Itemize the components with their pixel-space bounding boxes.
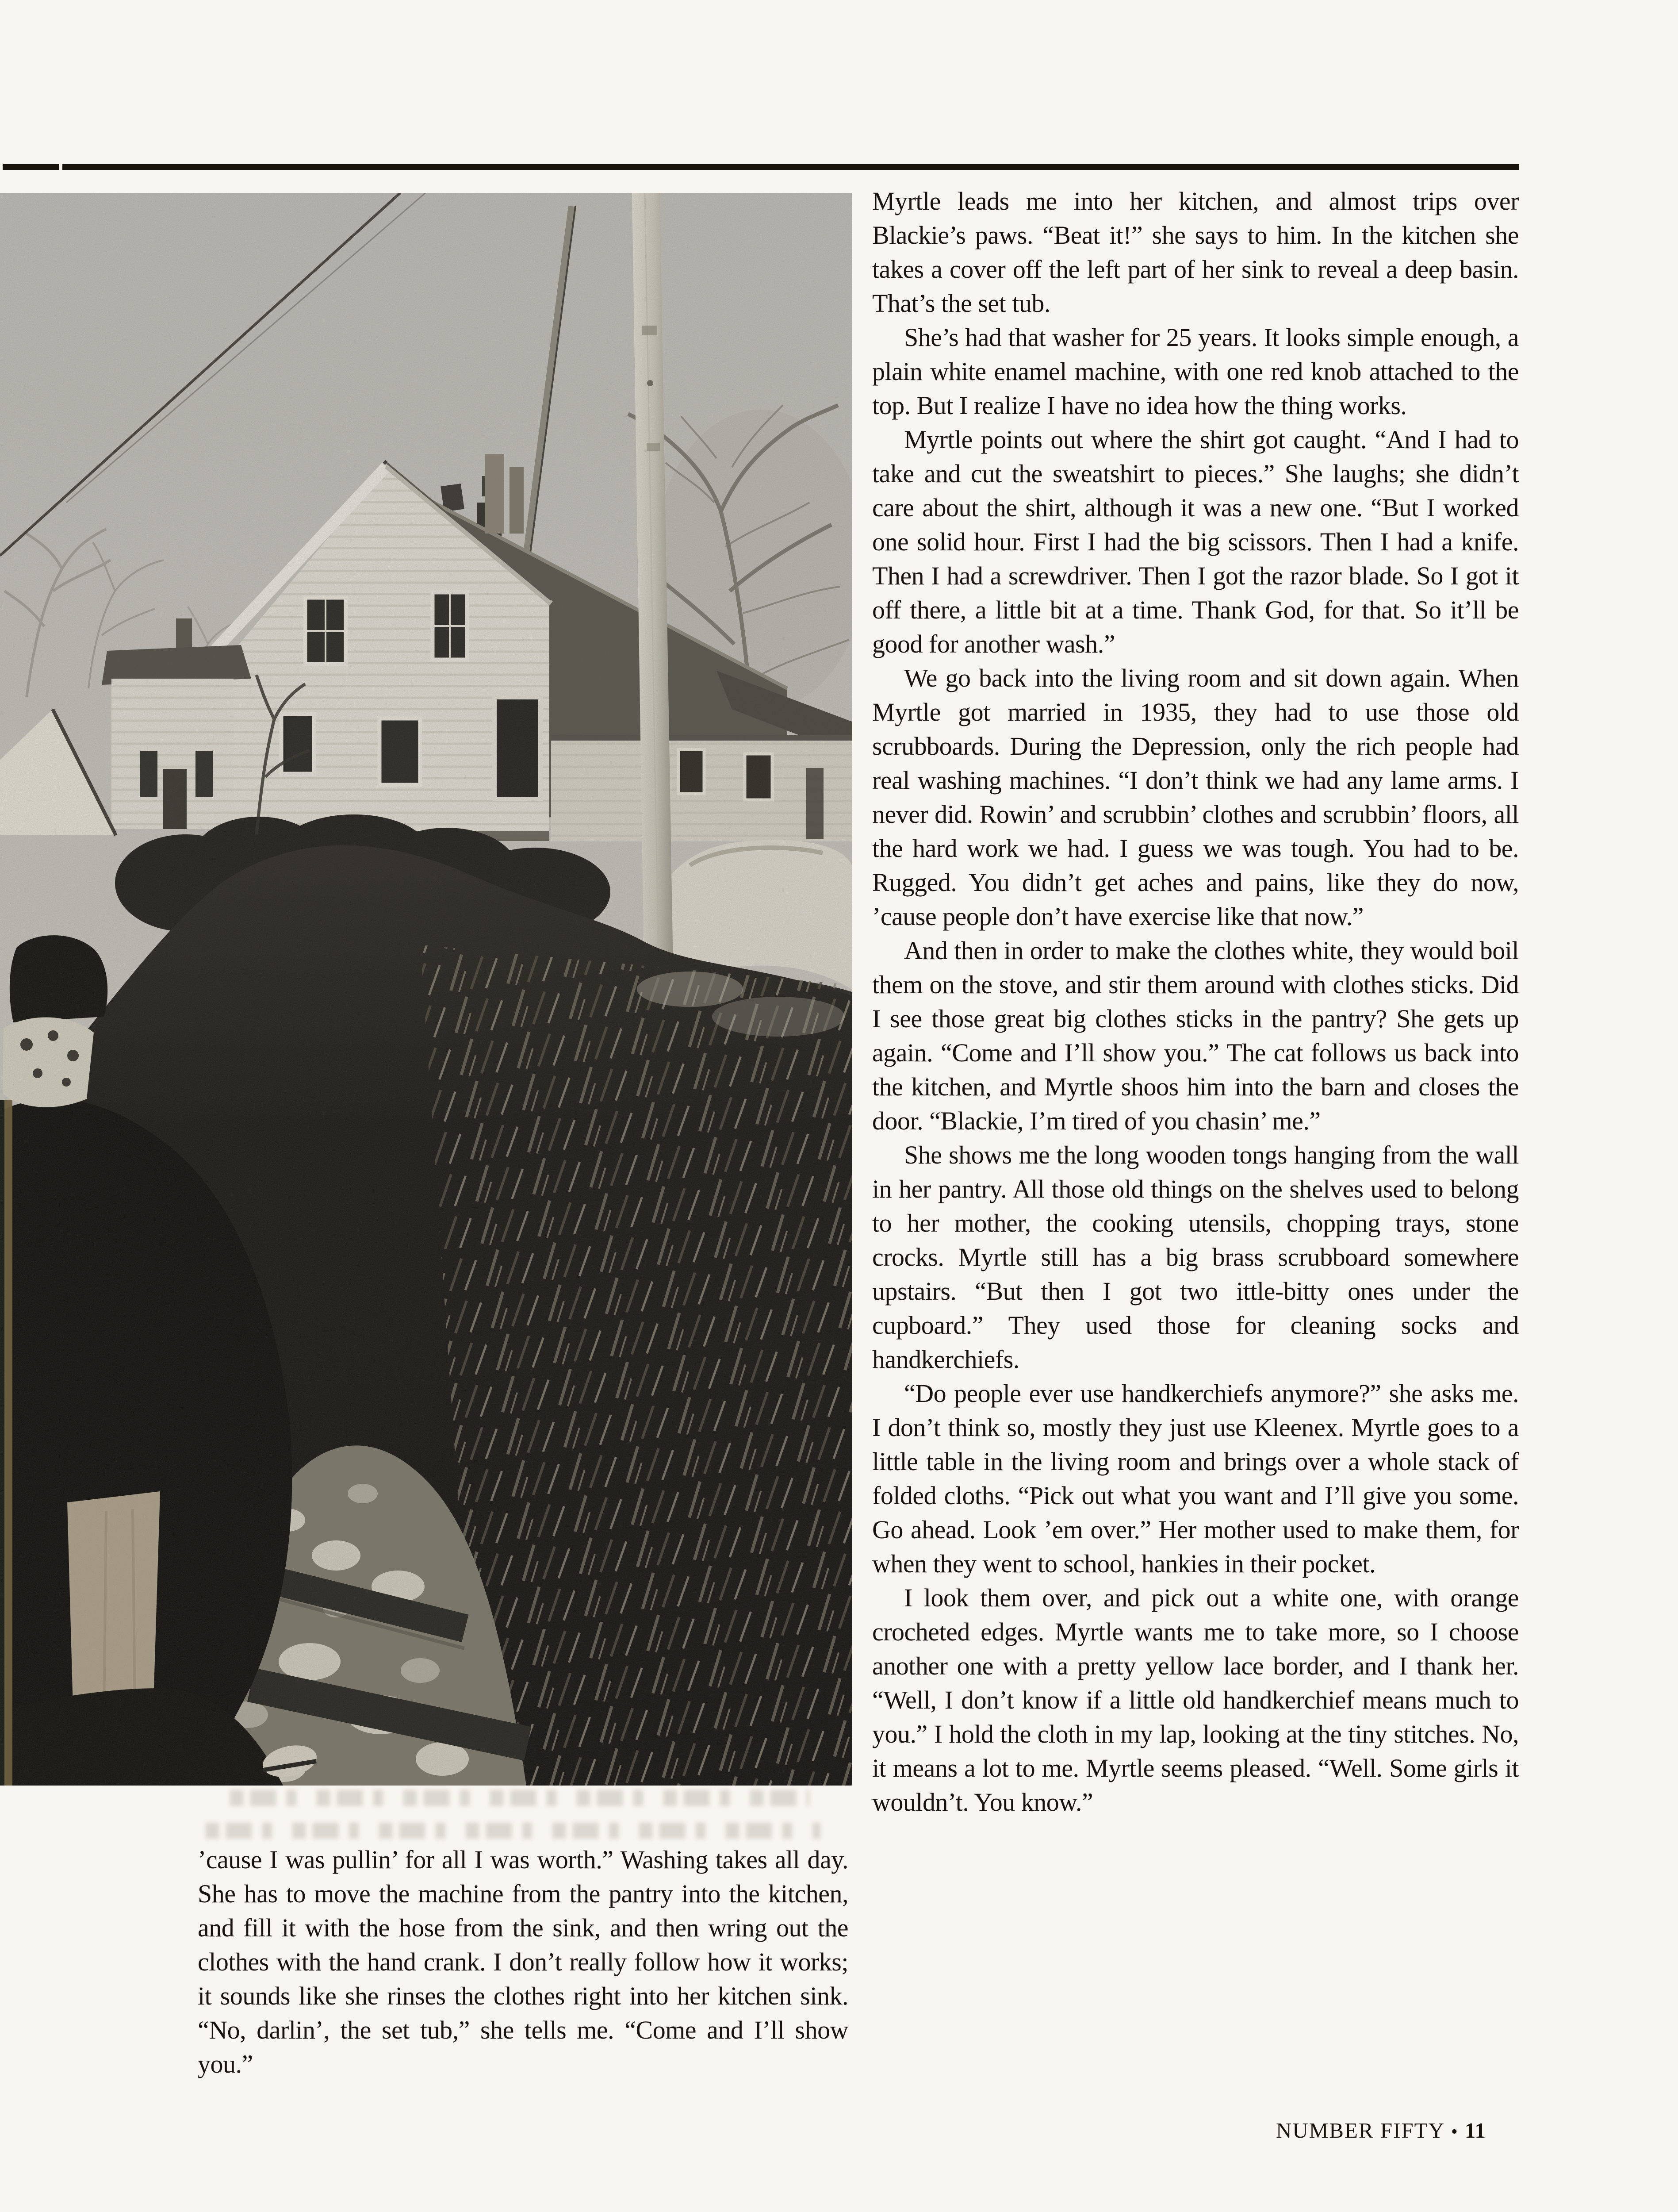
top-rule-right-segment [62, 164, 1519, 170]
top-rule-left-segment [3, 164, 59, 170]
photo-illustration [0, 193, 852, 1786]
article-paragraph: I look them over, and pick out a white one, with orange crocheted edges. Myrtle wants me to take more, so I choose another one with a pretty yellow lace border, and I thank her. “Well, I don’t know if a little old handkerchief means much to you.” I hold the cloth in my lap, looking at the tiny stitches. No, it means a lot to me. Myrtle seems pleased. “Well. Some girls it wouldn’t. You know.” [872, 1583, 1519, 1816]
article-paragraph: We go back into the living room and sit down again. When Myrtle got married in 1935, they had to use those old scrubboards. During the Depression, only the rich people had real washing machines. “I don’t think we had any lame arms. I never did. Rowin’ and scrubbin’ clothes and scrubbin’ floors, all the hard work we had. I guess we was tough. You had to be. Rugged. You didn’t get aches and pains, like they do now, ’cause people don’t have exercise like that now.” [872, 664, 1519, 931]
article-paragraph: She shows me the long wooden tongs hanging from the wall in her pantry. All those old things on the shelves used to belong to her mother, the cooking utensils, chopping trays, stone crocks. Myrtle still has a big brass scrubboard somewhere upstairs. “But then I got two ittle-bitty ones under the cupboard.” They used those for cleaning socks and handkerchiefs. [872, 1141, 1519, 1374]
article-paragraph: Myrtle leads me into her kitchen, and almost trips over Blackie’s paws. “Beat it!” she says to him. In the kitchen she takes a cover off the left part of her sink to reveal a deep basin. That’s the set tub. [872, 187, 1519, 318]
footer-journal-title: NUMBER FIFTY [1276, 2118, 1445, 2143]
article-paragraph: Myrtle points out where the shirt got caught. “And I had to take and cut the sweatshirt to pieces.” She laughs; she didn’t care about the shirt, although it was a new one. “But I worked one solid hour. First I had the big scissors. Then I had a knife. Then I had a screwdriver. Then I got the razor blade. So I got it off there, a little bit at a time. Thank God, for that. So it’ll be good for another wash.” [872, 425, 1519, 658]
article-paragraph: She’s had that washer for 25 years. It looks simple enough, a plain white enamel machine, with one red knob attached to the top. But I realize I have no idea how the thing works. [872, 323, 1519, 420]
article-paragraph: ’cause I was pullin’ for all I was worth.” Washing takes all day. She has to move the machine from the pantry into the kitchen, and fill it with the hose from the sink, and then wring out the clothes with the hand crank. I don’t really follow how it works; it sounds like she rinses the clothes right into her kitchen sink. “No, darlin’, the set tub,” she tells me. “Come and I’ll show you.” [198, 1845, 848, 2078]
page-footer [1044, 2118, 1486, 2143]
ink-bleed-ghost-line [206, 1823, 820, 1839]
ink-bleed-ghost-line [230, 1790, 809, 1806]
article-paragraph: “Do people ever use handkerchiefs anymore?” she asks me. I don’t think so, mostly they just use Kleenex. Myrtle goes to a little table in the living room and brings over a whole stack of folded cloths. “Pick out what you want and I’ll give you some. Go ahead. Look ’em over.” Her mother used to make them, for when they went to school, hankies in their pocket. [872, 1379, 1519, 1578]
article-left-column [198, 1843, 848, 2081]
article-photo [0, 193, 852, 1786]
article-paragraph: And then in order to make the clothes white, they would boil them on the stove, and stir them around with clothes sticks. Did I see those great big clothes sticks in the pantry? She gets up again. “Come and I’ll show you.” The cat follows us back into the kitchen, and Myrtle shoos him into the barn and closes the door. “Blackie, I’m tired of you chasin’ me.” [872, 936, 1519, 1135]
footer-separator: • [1451, 2122, 1459, 2142]
footer-page-number: 11 [1464, 2118, 1486, 2143]
article-right-column [872, 184, 1519, 1819]
